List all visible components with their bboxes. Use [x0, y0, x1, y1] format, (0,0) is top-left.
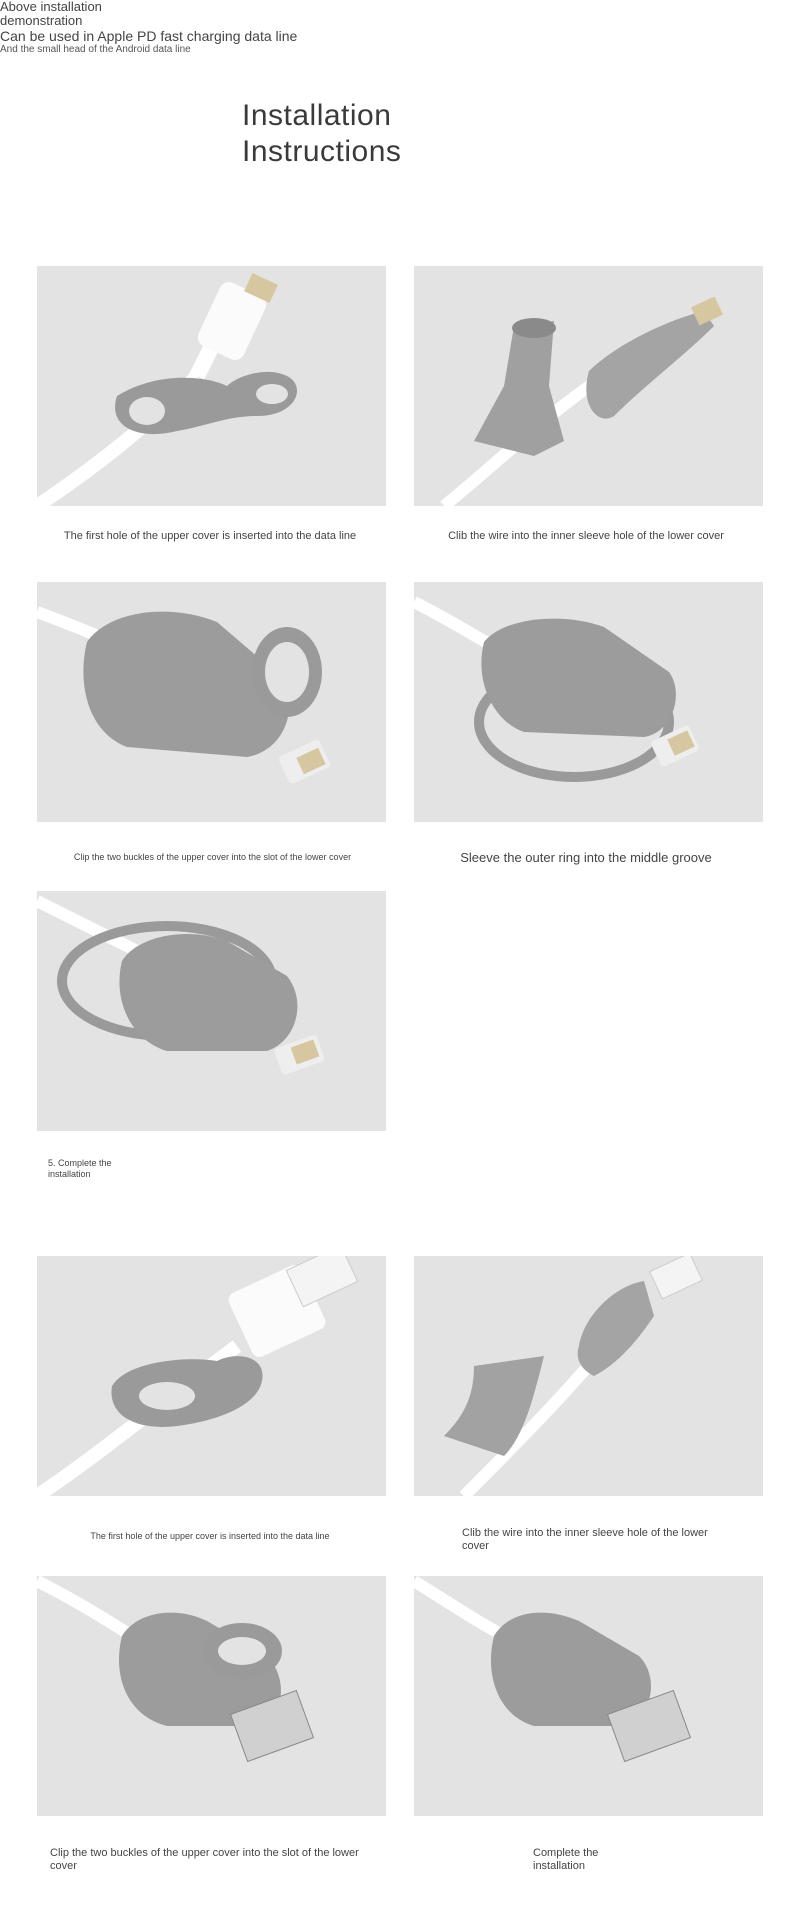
step-image-lightning-5	[37, 891, 386, 1131]
step-image-usb-4	[414, 1576, 763, 1816]
step-caption: 5. Complete the installation	[48, 1158, 112, 1179]
step-caption: Sleeve the outer ring into the middle groove	[460, 850, 712, 865]
step-caption: Complete the installation	[533, 1847, 599, 1872]
step-image-lightning-3	[37, 582, 386, 822]
note-compatibility: Can be used in Apple PD fast charging data line	[0, 28, 298, 44]
step-image-lightning-2	[414, 266, 763, 506]
step-image-usb-3	[37, 1576, 386, 1816]
note-demonstration: Above installation demonstration	[0, 0, 102, 28]
step-caption: The first hole of the upper cover is inserted into the data line	[90, 1531, 330, 1541]
step-caption: Clip the two buckles of the upper cover into the slot of the lower cover	[73, 852, 352, 862]
step-image-lightning-1	[37, 266, 386, 506]
step-caption: The first hole of the upper cover is inserted into the data line	[63, 530, 357, 542]
step-caption: Clib the wire into the inner sleeve hole of the lower cover	[462, 1527, 708, 1552]
step-caption: Clib the wire into the inner sleeve hole of the lower cover	[448, 530, 724, 542]
step-image-usb-2	[414, 1256, 763, 1496]
step-image-lightning-4	[414, 582, 763, 822]
note-android: And the small head of the Android data line	[0, 44, 191, 55]
page-title: Installation Instructions	[242, 99, 402, 168]
step-image-usb-1	[37, 1256, 386, 1496]
step-caption: Clip the two buckles of the upper cover into the slot of the lower cover	[50, 1847, 359, 1872]
